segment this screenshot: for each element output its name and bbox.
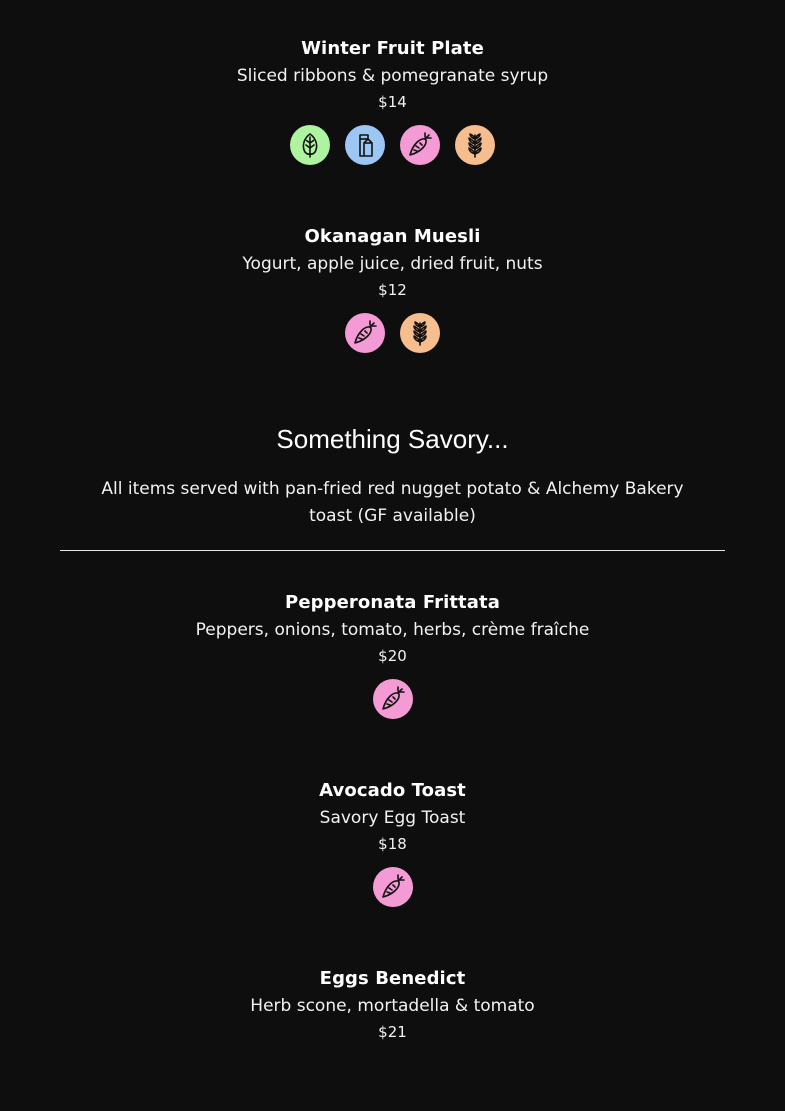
item-description: Peppers, onions, tomato, herbs, crème fraîche <box>195 620 590 640</box>
item-name: Winter Fruit Plate <box>301 38 484 59</box>
carrot-icon <box>373 867 413 907</box>
carrot-icon <box>400 125 440 165</box>
dietary-icons <box>0 313 785 353</box>
item-price: $21 <box>378 1023 407 1041</box>
item-price: $20 <box>378 647 407 665</box>
item-price: $14 <box>378 93 407 111</box>
menu-item <box>0 592 785 719</box>
item-name: Pepperonata Frittata <box>285 592 500 613</box>
dietary-icons <box>0 867 785 907</box>
milk-carton-icon <box>345 125 385 165</box>
item-price: $12 <box>378 281 407 299</box>
item-name: Eggs Benedict <box>319 968 466 989</box>
section-note: All items served with pan-fried red nugget potato & Alchemy Bakery toast (GF available) <box>101 479 684 526</box>
leaf-icon <box>290 125 330 165</box>
item-name: Okanagan Muesli <box>304 226 481 247</box>
menu-item <box>0 38 785 165</box>
item-description: Yogurt, apple juice, dried fruit, nuts <box>242 254 543 274</box>
menu-item <box>0 968 785 1041</box>
section-title: Something Savory... <box>276 424 509 454</box>
item-price: $18 <box>378 835 407 853</box>
section-divider <box>60 550 725 551</box>
menu-item <box>0 226 785 353</box>
item-description: Savory Egg Toast <box>319 808 466 828</box>
dietary-icons <box>0 125 785 165</box>
item-description: Herb scone, mortadella & tomato <box>250 996 535 1016</box>
wheat-icon <box>455 125 495 165</box>
wheat-icon <box>400 313 440 353</box>
item-name: Avocado Toast <box>319 780 466 801</box>
carrot-icon <box>345 313 385 353</box>
dietary-icons <box>0 679 785 719</box>
menu-item <box>0 780 785 907</box>
item-description: Sliced ribbons & pomegranate syrup <box>236 66 549 86</box>
carrot-icon <box>373 679 413 719</box>
